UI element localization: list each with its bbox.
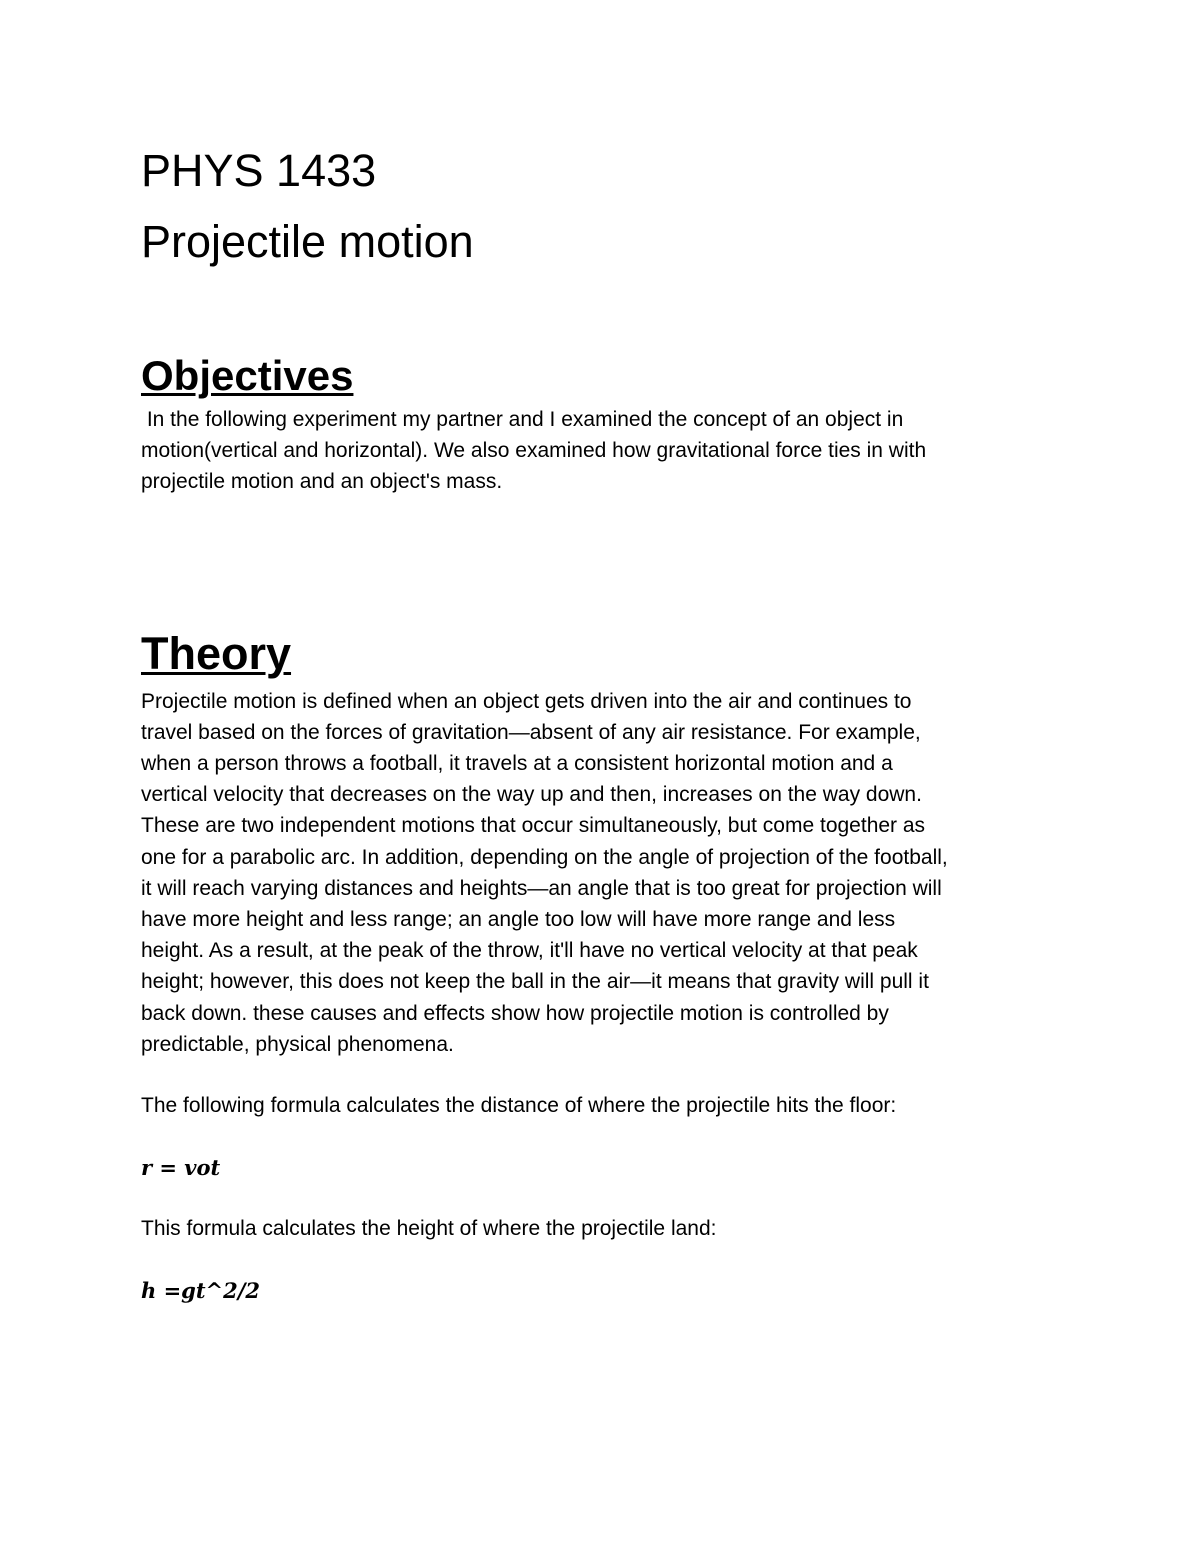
objectives-paragraph: [141, 404, 1061, 498]
objectives-line: In the following experiment my partner and I examined the concept of an object in: [141, 408, 904, 431]
course-code: PHYS 1433: [141, 145, 377, 196]
theory-line: when a person throws a football, it travels at a consistent horizontal motion and a: [141, 752, 893, 776]
theory-line: back down. these causes and effects show how projectile motion is controlled by: [141, 1001, 889, 1025]
document-page: [141, 145, 1061, 1306]
objectives-heading: Objectives: [141, 352, 354, 399]
theory-heading: Theory: [141, 627, 292, 679]
theory-paragraph: [141, 686, 1061, 1060]
theory-line: These are two independent motions that occur simultaneously, but come together as: [141, 814, 926, 838]
formula-intro-distance: The following formula calculates the distance of where the projectile hits the floor:: [141, 1094, 897, 1118]
document-title: Projectile motion: [141, 216, 474, 267]
theory-line: Projectile motion is defined when an object gets driven into the air and continues to: [141, 689, 912, 713]
theory-line: it will reach varying distances and heights—an angle that is too great for projection will: [141, 876, 942, 900]
formula-height: h =gt^2/2: [141, 1278, 261, 1304]
objectives-line: motion(vertical and horizontal). We also examined how gravitational force ties in with: [141, 439, 927, 463]
theory-line: one for a parabolic arc. In addition, depending on the angle of projection of the football,: [141, 845, 948, 869]
formula-intro-height: This formula calculates the height of where the projectile land:: [141, 1217, 717, 1241]
theory-line: height; however, this does not keep the ball in the air—it means that gravity will pull it: [141, 970, 929, 994]
theory-line: predictable, physical phenomena.: [141, 1032, 454, 1056]
theory-line: travel based on the forces of gravitation—absent of any air resistance. For example,: [141, 720, 921, 744]
theory-line: height. As a result, at the peak of the throw, it'll have no vertical velocity at that peak: [141, 939, 918, 963]
theory-line: vertical velocity that decreases on the way up and then, increases on the way down.: [141, 783, 922, 807]
formula-distance: r = vot: [141, 1155, 221, 1181]
theory-line: have more height and less range; an angle too low will have more range and less: [141, 908, 896, 932]
objectives-line: projectile motion and an object's mass.: [141, 470, 503, 494]
